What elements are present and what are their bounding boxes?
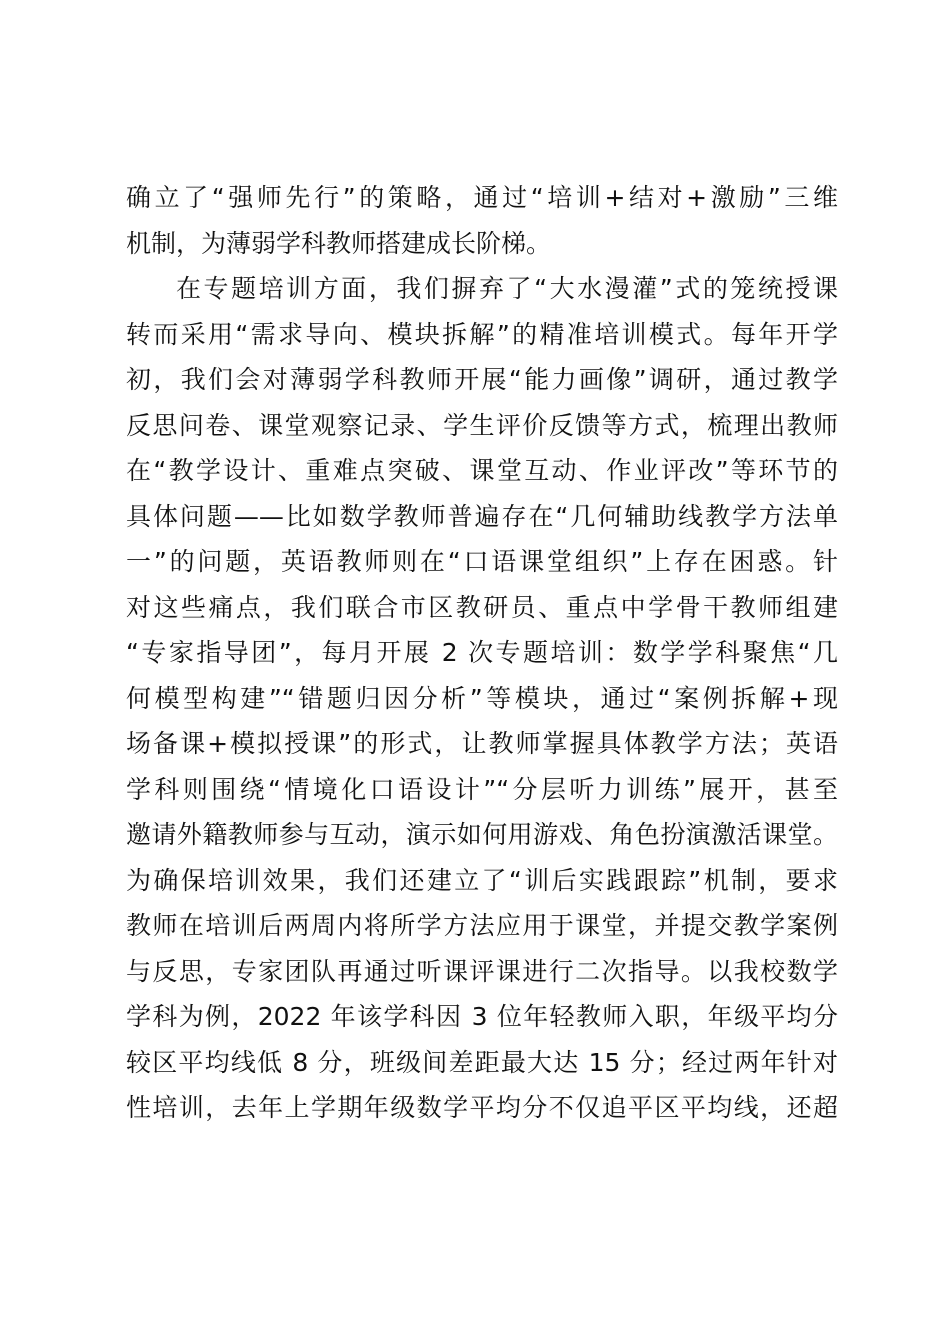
text-line-1: 确立了“强师先行”的策略，通过“培训+结对+激励”三维 [126,183,838,212]
text-line-18: 与反思，专家团队再通过听课评课进行二次指导。以我校数学 [126,956,838,986]
text-line-19: 学科为例，2022 年该学科因 3 位年轻教师入职，年级平均分 [126,1002,838,1031]
text-line-17: 教师在培训后两周内将所学方法应用于课堂，并提交教学案例 [126,911,838,940]
text-line-15: 邀请外籍教师参与互动，演示如何用游戏、角色扮演激活课堂。 [126,820,838,849]
text-line-2: 机制，为薄弱学科教师搭建成长阶梯。 [126,228,552,258]
text-line-5: 初，我们会对薄弱学科教师开展“能力画像”调研，通过教学 [126,365,838,394]
body-text [126,175,838,1131]
text-line-20: 较区平均线低 8 分，班级间差距最大达 15 分；经过两年针对 [126,1047,838,1077]
text-line-4: 转而采用“需求导向、模块拆解”的精准培训模式。每年开学 [126,319,838,349]
text-line-10: 对这些痛点，我们联合市区教研员、重点中学骨干教师组建 [126,592,838,622]
text-line-9: 一”的问题，英语教师则在“口语课堂组织”上存在困惑。针 [126,547,838,576]
text-line-21: 性培训，去年上学期年级数学平均分不仅追平区平均线，还超 [126,1093,838,1122]
text-line-6: 反思问卷、课堂观察记录、学生评价反馈等方式，梳理出教师 [126,410,838,440]
text-line-14: 学科则围绕“情境化口语设计”“分层听力训练”展开，甚至 [126,774,838,804]
text-line-3: 在专题培训方面，我们摒弃了“大水漫灌”式的笼统授课 [176,274,838,303]
text-line-16: 为确保培训效果，我们还建立了“训后实践跟踪”机制，要求 [126,865,838,895]
text-line-12: 何模型构建”“错题归因分析”等模块，通过“案例拆解+现 [126,683,838,713]
text-line-13: 场备课+模拟授课”的形式，让教师掌握具体教学方法；英语 [126,729,838,758]
text-line-8: 具体问题——比如数学教师普遍存在“几何辅助线教学方法单 [126,501,838,531]
text-line-11: “专家指导团”，每月开展 2 次专题培训：数学学科聚焦“几 [126,638,838,667]
text-line-7: 在“教学设计、重难点突破、课堂互动、作业评改”等环节的 [126,456,838,485]
